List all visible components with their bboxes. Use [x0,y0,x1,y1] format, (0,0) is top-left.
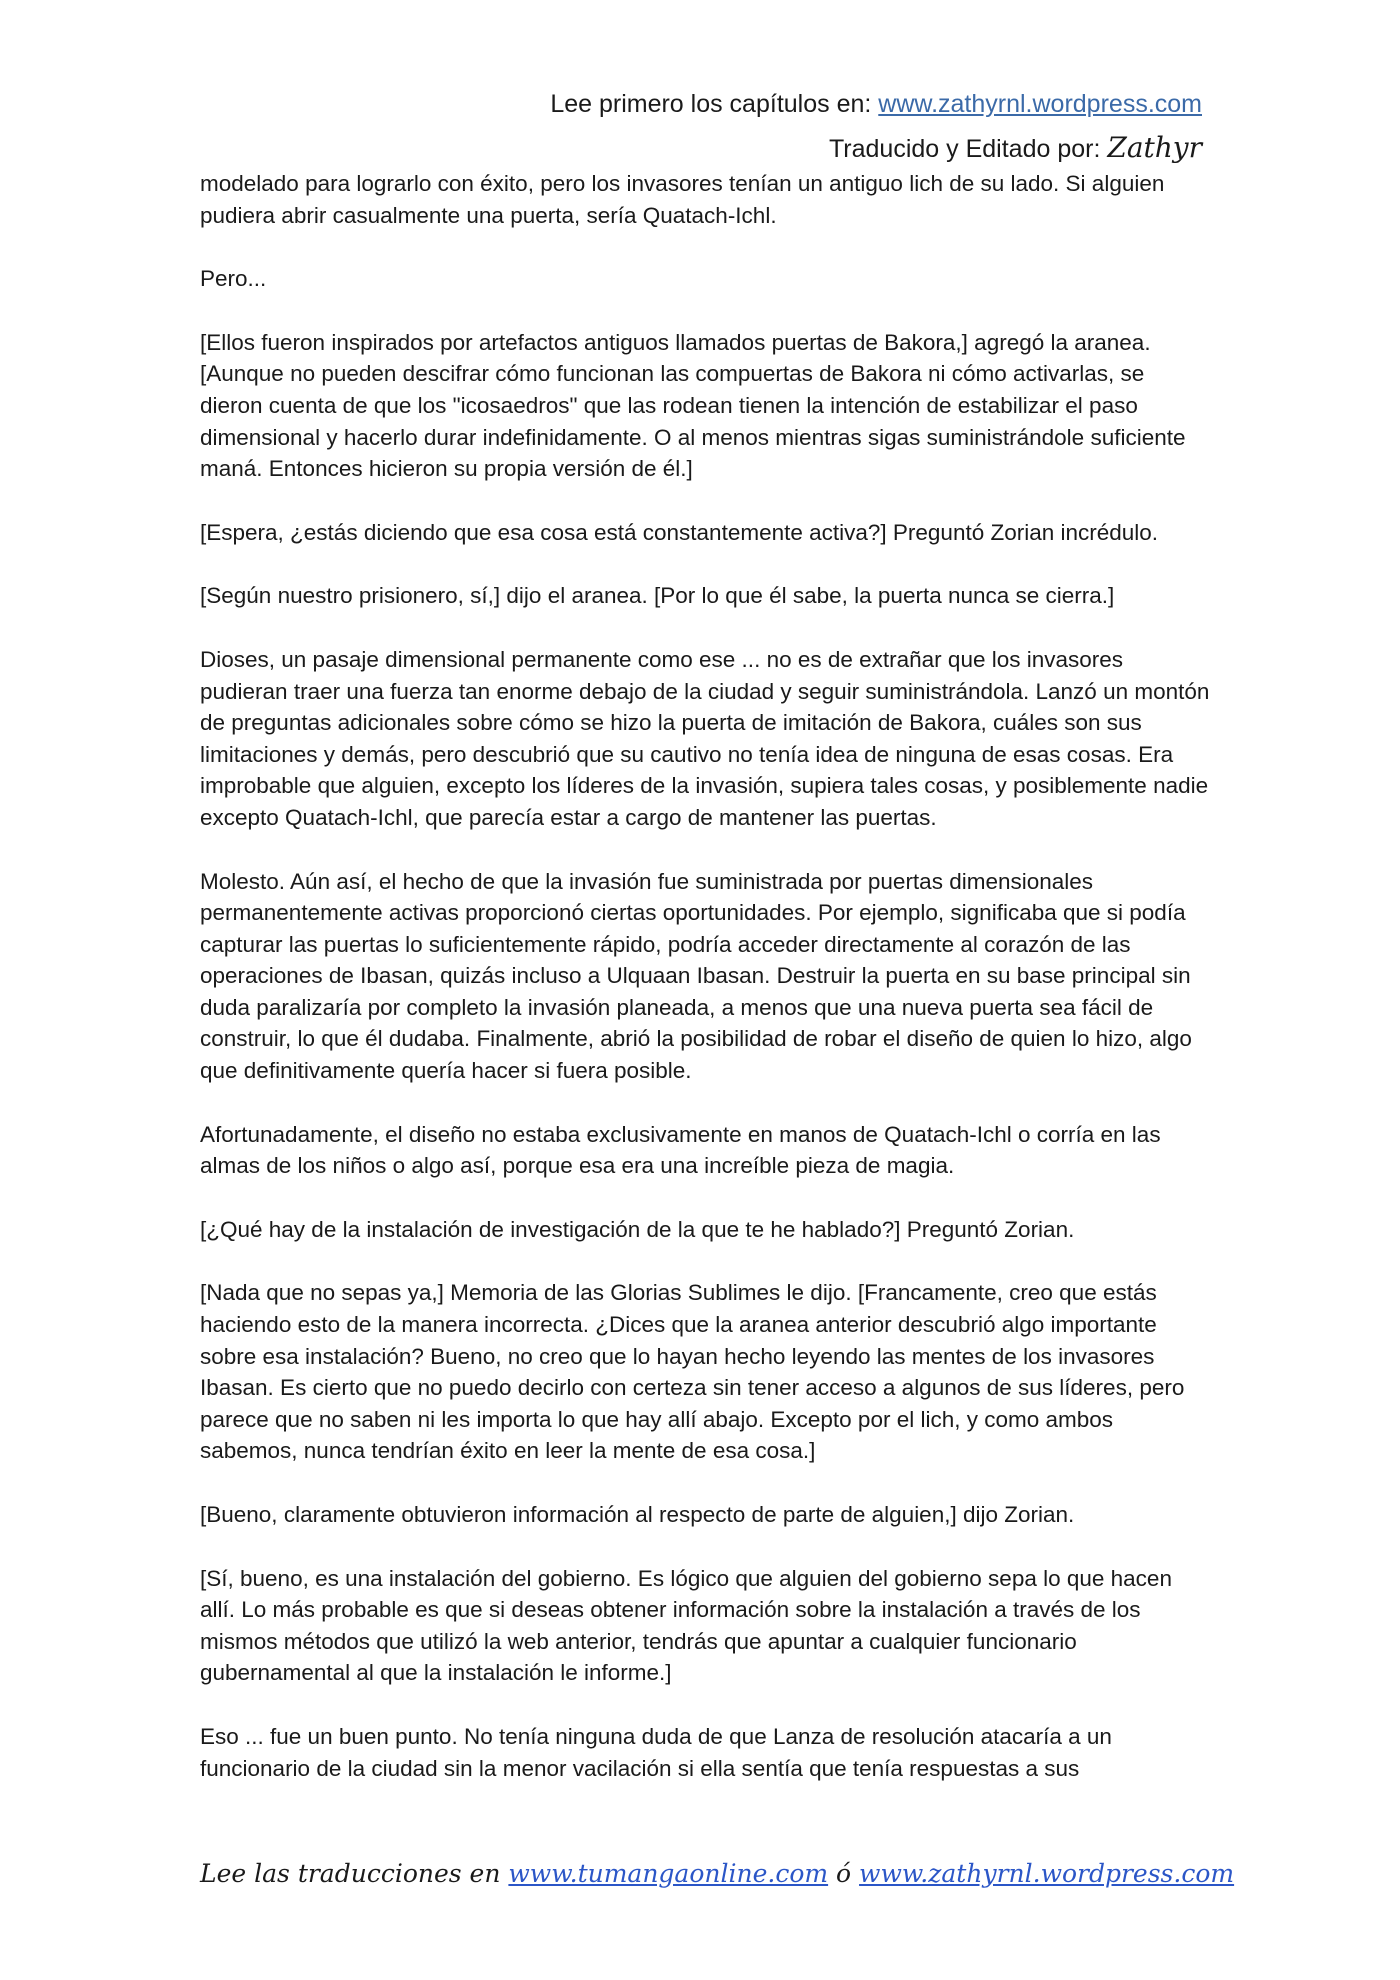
paragraph: Afortunadamente, el diseño no estaba exclusivamente en manos de Quatach-Ichl o corría en las almas de los niños o algo así, porque esa era una increíble pieza de magia. [200,1121,1161,1179]
footer-label: Lee las traducciones en [200,1859,509,1888]
page-footer [200,1859,1234,1888]
header-line-chapters [550,82,1202,126]
paragraph: Dioses, un pasaje dimensional permanente como ese ... no es de extrañar que los invasores pudieran traer una fuerza tan enorme debajo de la ciudad y seguir suministrándola. Lanzó un montón de preguntas adicionales sobre cómo se hizo la puerta de imitación de Bakora, cuáles son sus limitaciones y demás, pero descubrió que su cautivo no tenía idea de ninguna de esas cosas. Era improbable que alguien, excepto los líderes de la invasión, supiera tales cosas, y posiblemente nadie excepto Quatach-Ichl, que parecía estar a cargo de mantener las puertas. [200,646,1210,830]
document-body [200,168,1210,1816]
paragraph: [Bueno, claramente obtuvieron información al respecto de parte de alguien,] dijo Zorian. [200,1502,1075,1527]
paragraph: Eso ... fue un buen punto. No tenía ninguna duda de que Lanza de resolución atacaría a un funcionario de la ciudad sin la menor vacilación si ella sentía que tenía respuestas a sus [200,1723,1112,1781]
translator-name: Zathyr [1107,131,1202,164]
paragraph: [Nada que no sepas ya,] Memoria de las Glorias Sublimes le dijo. [Francamente, creo que estás haciendo esto de la manera incorrecta. ¿Dices que la aranea anterior descubrió algo importante sobre esa instalación? Bueno, no creo que lo hayan hecho leyendo las mentes de los invasores Ibasan. Es cierto que no puedo decirlo con certeza sin tener acceso a algunos de sus líderes, pero parece que no saben ni les importa lo que hay allí abajo. Excepto por el lich, y como ambos sabemos, nunca tendrían éxito en leer la mente de esa cosa.] [200,1280,1185,1464]
paragraph: modelado para lograrlo con éxito, pero los invasores tenían un antiguo lich de su lado. Si alguien pudiera abrir casualmente una puerta, sería Quatach-Ichl. [200,171,1165,228]
paragraph: [Según nuestro prisionero, sí,] dijo el aranea. [Por lo que él sabe, la puerta nunca se cierra.] [200,583,1115,609]
paragraph: Molesto. Aún así, el hecho de que la invasión fue suministrada por puertas dimensionales permanentemente activas proporcionó ciertas oportunidades. Por ejemplo, significaba que si podía capturar las puertas lo suficientemente rápido, podría acceder directamente al corazón de las operaciones de Ibasan, quizás incluso a Ulquaan Ibasan. Destruir la puerta en su base principal sin duda paralizaría por completo la invasión planeada, a menos que una nueva puerta sea fácil de construir, lo que él dudaba. Finalmente, abrió la posibilidad de robar el diseño de quien lo hizo, algo que definitivamente quería hacer si fuera posible. [200,868,1192,1084]
paragraph: [Sí, bueno, es una instalación del gobierno. Es lógico que alguien del gobierno sepa lo que hacen allí. Lo más probable es que si deseas obtener información sobre la instalación a través de los mismos métodos que utilizó la web anterior, tendrás que apuntar a cualquier funcionario gubernamental al que la instalación le informe.] [200,1565,1172,1686]
header-line-translator [550,126,1202,171]
footer-tumangaonline-link[interactable]: www.tumangaonline.com [508,1859,829,1888]
paragraph: [¿Qué hay de la instalación de investigación de la que te he hablado?] Preguntó Zorian. [200,1216,1075,1242]
paragraph: [Espera, ¿estás diciendo que esa cosa está constantemente activa?] Preguntó Zorian incrédulo. [200,519,1159,545]
footer-separator: ó [828,1859,860,1888]
page-header [550,82,1202,171]
footer-wordpress-link[interactable]: www.zathyrnl.wordpress.com [859,1859,1235,1888]
header-translator-label: Traducido y Editado por: [828,135,1108,163]
header-chapters-label: Lee primero los capítulos en: [550,90,879,118]
paragraph: Pero... [200,266,267,292]
header-wordpress-link[interactable]: www.zathyrnl.wordpress.com [878,90,1202,118]
paragraph: [Ellos fueron inspirados por artefactos antiguos llamados puertas de Bakora,] agregó la aranea. [Aunque no pueden descifrar cómo funcionan las compuertas de Bakora ni cómo activarlas, se dieron cuenta de que los "icosaedros" que las rodean tienen la intención de estabilizar el paso dimensional y hacerlo durar indefinidamente. O al menos mientras sigas suministrándole suficiente maná. Entonces hicieron su propia versión de él.] [200,329,1186,482]
